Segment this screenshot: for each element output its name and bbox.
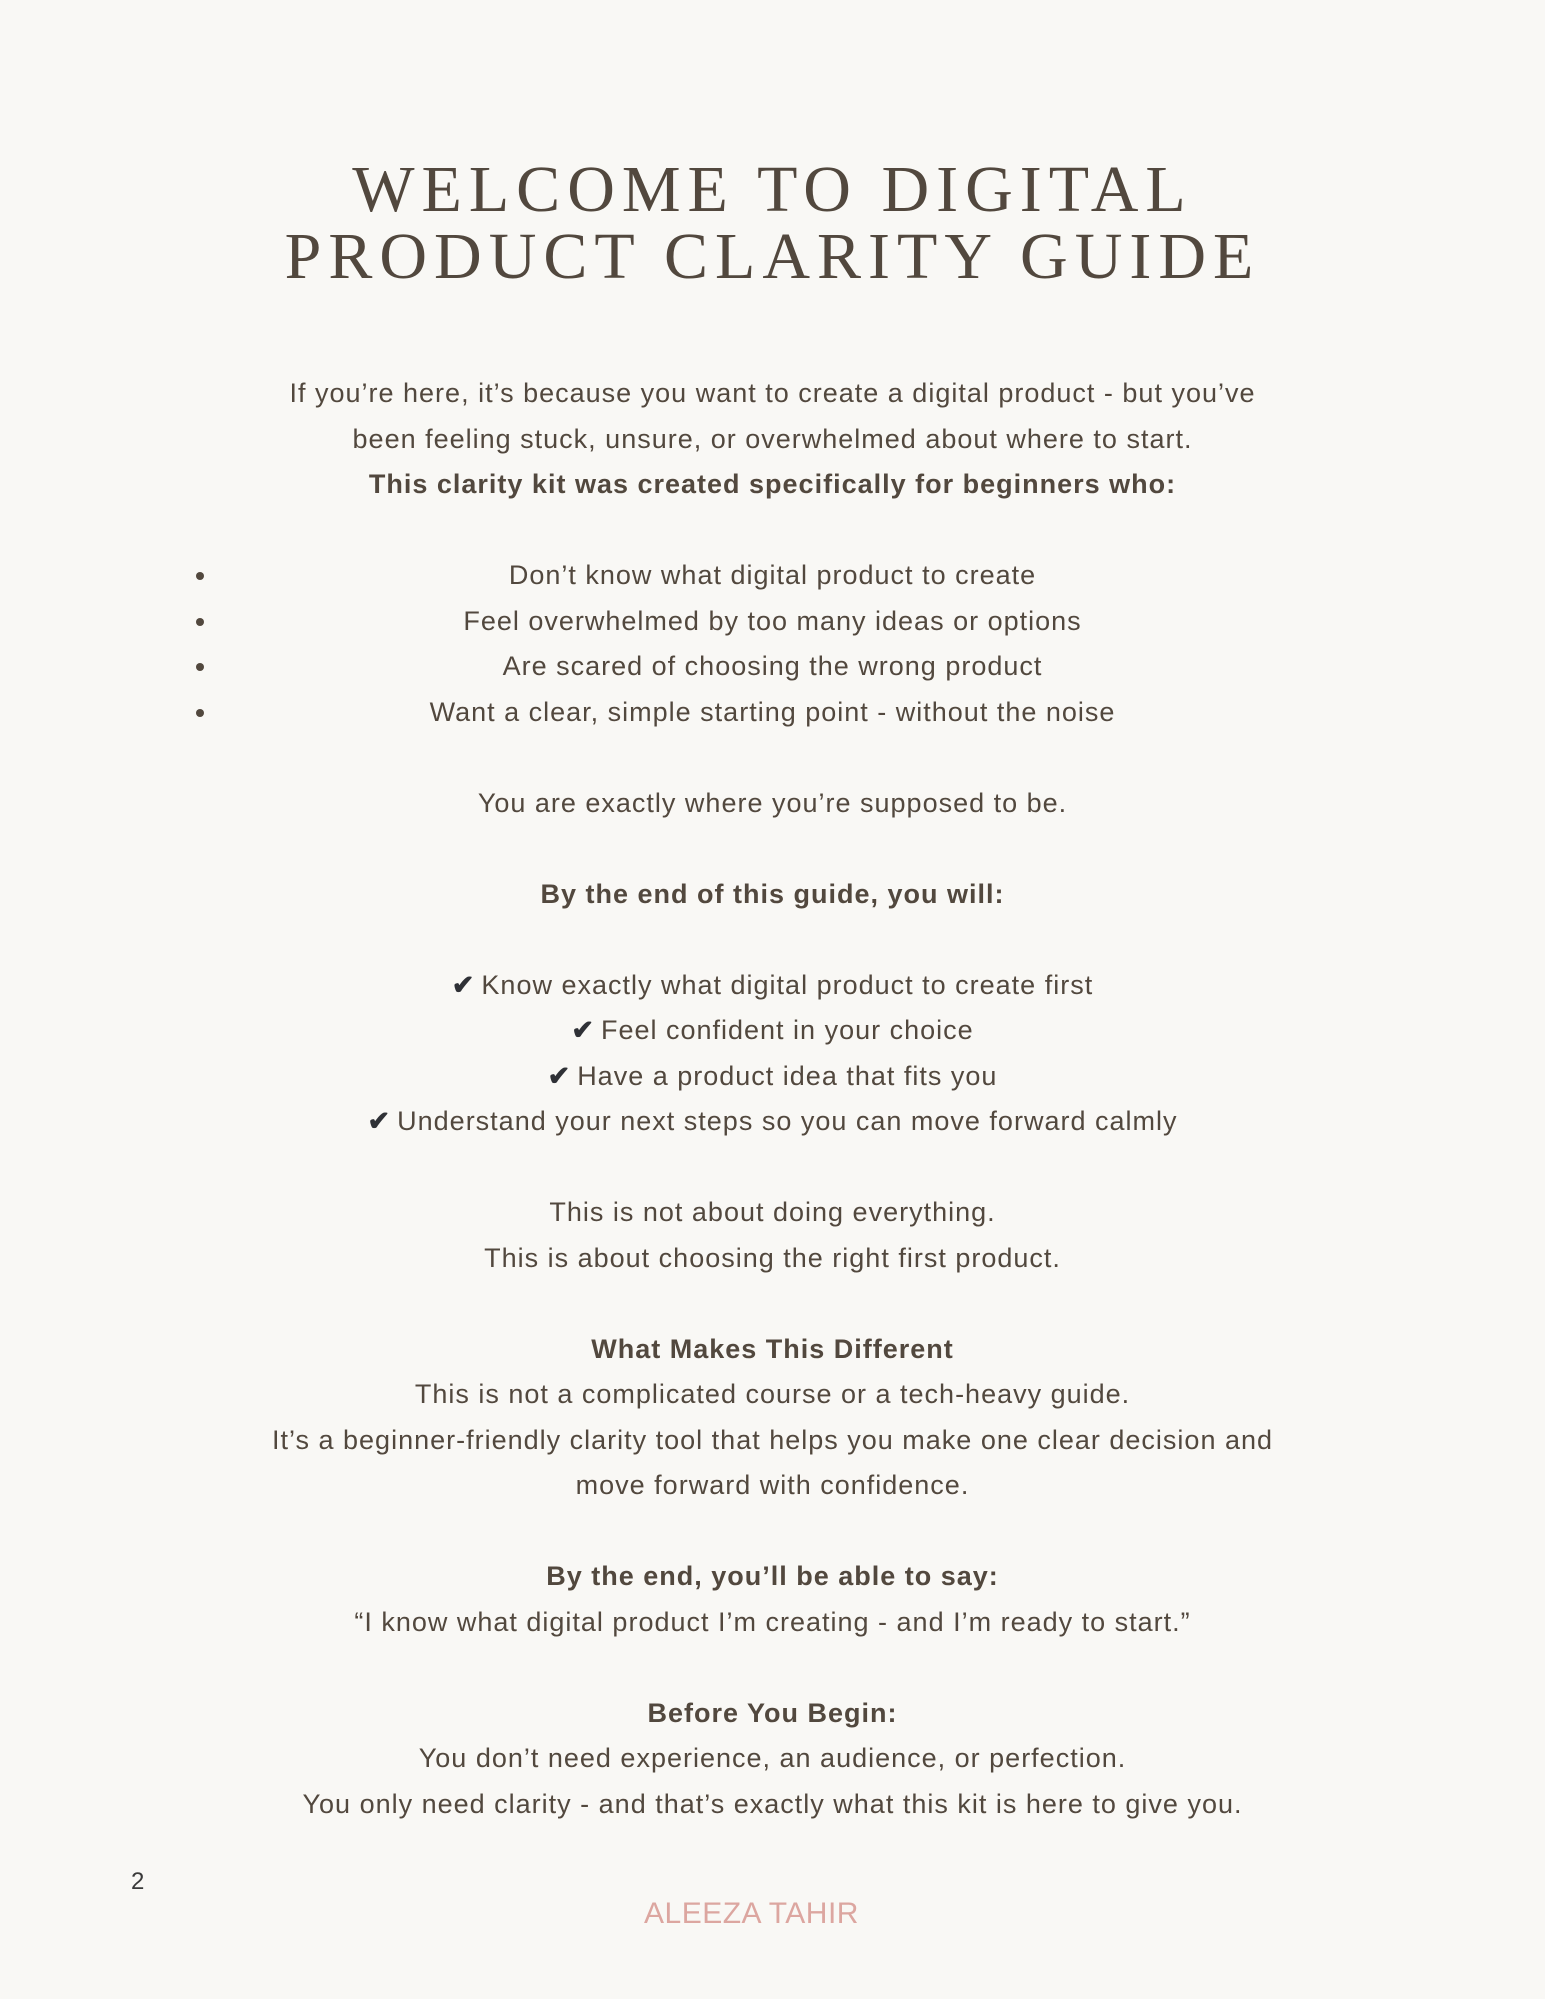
- different-line-3: move forward with confidence.: [575, 1470, 970, 1500]
- begin-line-1: You don’t need experience, an audience, or perfection.: [418, 1743, 1127, 1773]
- outcome-text: Have a product idea that fits you: [577, 1060, 998, 1091]
- list-item-text: Want a clear, simple starting point - without the noise: [429, 696, 1116, 727]
- focus-line-1: This is not about doing everything.: [549, 1197, 996, 1227]
- page-body: [0, 371, 1545, 1827]
- page-title: [0, 153, 1545, 293]
- outcome-item: [0, 1099, 1545, 1145]
- outcomes-list: [0, 963, 1545, 1145]
- intro-line-2: been feeling stuck, unsure, or overwhelmed about where to start.: [352, 423, 1193, 454]
- checkmark-icon: ✔: [571, 1015, 595, 1045]
- different-line-2: It’s a beginner-friendly clarity tool that helps you make one clear decision and: [271, 1424, 1274, 1455]
- outcome-item: [0, 963, 1545, 1009]
- checkmark-icon: ✔: [367, 1106, 392, 1136]
- intro-line-1: If you’re here, it’s because you want to create a digital product - but you’ve: [289, 378, 1256, 408]
- beginner-list: [0, 553, 1545, 735]
- bullet-icon: [196, 618, 204, 626]
- bullet-icon: [196, 709, 204, 717]
- different-line-1: This is not a complicated course or a tech-heavy guide.: [414, 1379, 1131, 1409]
- checkmark-icon: ✔: [547, 1060, 572, 1091]
- intro-bold: This clarity kit was created specifically for beginners who:: [368, 469, 1177, 499]
- bullet-icon: [196, 572, 204, 580]
- begin-line-2: You only need clarity - and that’s exactly what this kit is here to give you.: [302, 1788, 1243, 1819]
- reassurance-text: You are exactly where you’re supposed to be.: [477, 787, 1068, 818]
- title-line-2: PRODUCT CLARITY GUIDE: [284, 220, 1261, 293]
- outcome-text: Know exactly what digital product to create first: [481, 969, 1094, 1000]
- page-number: 2: [131, 1868, 145, 1895]
- focus-line-2: This is about choosing the right first product.: [484, 1242, 1061, 1273]
- list-item: [0, 599, 1545, 645]
- outcomes-heading: By the end of this guide, you will:: [540, 878, 1005, 909]
- list-item: [0, 553, 1545, 599]
- outcome-item: [0, 1054, 1545, 1100]
- author-name: ALEEZA TAHIR: [644, 1897, 859, 1930]
- list-item-text: Don’t know what digital product to create: [508, 560, 1037, 590]
- different-heading: What Makes This Different: [591, 1333, 954, 1364]
- list-item-text: Are scared of choosing the wrong product: [502, 651, 1043, 681]
- outcome-item: [0, 1008, 1545, 1054]
- begin-heading: Before You Begin:: [647, 1697, 898, 1728]
- list-item-text: Feel overwhelmed by too many ideas or options: [463, 605, 1082, 636]
- checkmark-icon: ✔: [451, 969, 476, 1000]
- list-item: [0, 690, 1545, 736]
- outcome-text: Understand your next steps so you can move forward calmly: [397, 1106, 1178, 1136]
- outcome-text: Feel confident in your choice: [600, 1015, 974, 1045]
- say-heading: By the end, you’ll be able to say:: [546, 1561, 999, 1591]
- list-item: [0, 644, 1545, 690]
- bullet-icon: [196, 663, 204, 671]
- title-line-1: WELCOME TO DIGITAL: [352, 153, 1193, 226]
- say-quote: “I know what digital product I’m creating - and I’m ready to start.”: [354, 1606, 1191, 1637]
